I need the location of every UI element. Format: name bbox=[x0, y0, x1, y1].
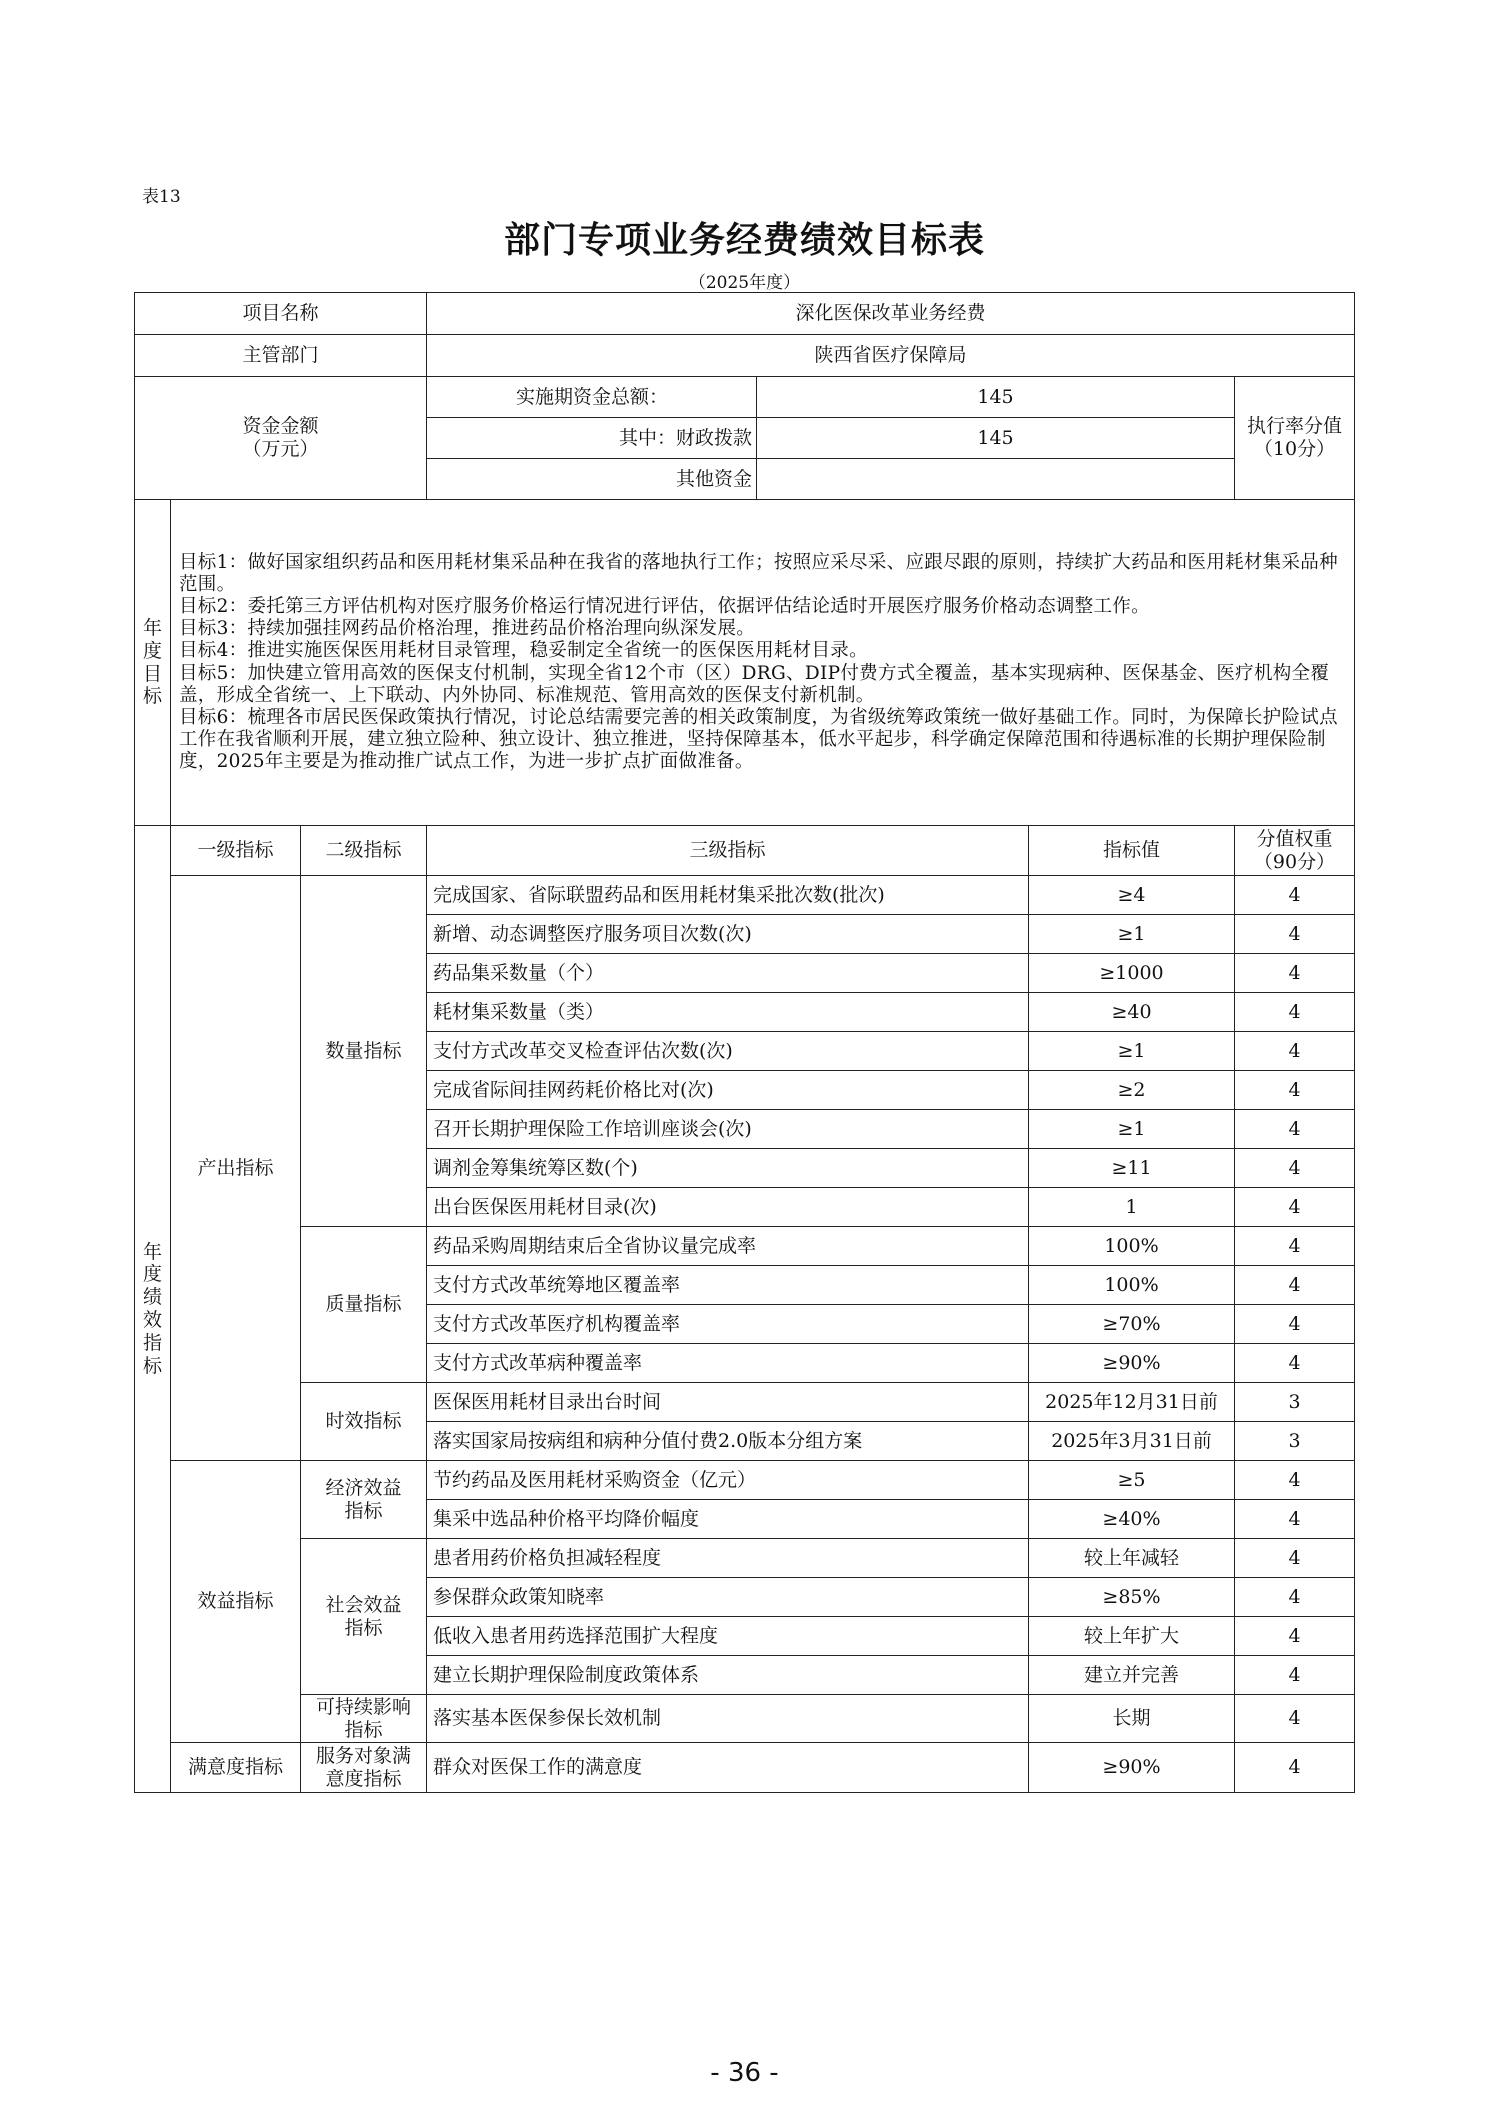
indicator-name: 支付方式改革医疗机构覆盖率 bbox=[427, 1305, 1029, 1344]
table-number: 表13 bbox=[142, 187, 181, 207]
indicator-name: 支付方式改革统筹地区覆盖率 bbox=[427, 1266, 1029, 1305]
goal-item: 目标6：梳理各市居民医保政策执行情况，讨论总结需要完善的相关政策制度，为省级统筹政策统一做好基础工作。同时，为保障长护险试点工作在我省顺利开展，建立独立险种、独立设计、独立推进，坚持保障基本，低水平起步，科学确定保障范围和待遇标准的长期护理保险制度，2025年主要是为推动推广试点工作，为进一步扩点扩面做准备。 bbox=[179, 706, 1338, 773]
indicator-value: ≥5 bbox=[1029, 1461, 1235, 1500]
execution-rate-line1: 执行率分值 bbox=[1247, 415, 1343, 438]
indicator-weight: 4 bbox=[1235, 1617, 1355, 1656]
header-level3: 三级指标 bbox=[427, 826, 1029, 876]
indicator-name: 出台医保医用耗材目录(次) bbox=[427, 1188, 1029, 1227]
fund-amount-label bbox=[135, 377, 427, 500]
page-number: - 36 - bbox=[710, 2058, 779, 2088]
indicator-value: ≥11 bbox=[1029, 1149, 1235, 1188]
fund-amount-label-line1: 资金金额 bbox=[242, 415, 319, 438]
indicator-name: 建立长期护理保险制度政策体系 bbox=[427, 1656, 1029, 1695]
indicator-name: 低收入患者用药选择范围扩大程度 bbox=[427, 1617, 1029, 1656]
indicator-value: ≥1 bbox=[1029, 1110, 1235, 1149]
subgroup-timeliness: 时效指标 bbox=[301, 1383, 427, 1461]
annual-performance-label bbox=[135, 826, 171, 1793]
dept-value: 陕西省医疗保障局 bbox=[427, 335, 1355, 377]
indicator-weight: 4 bbox=[1235, 954, 1355, 993]
indicator-weight: 4 bbox=[1235, 1656, 1355, 1695]
annual-goal-label bbox=[135, 500, 171, 826]
indicator-value: ≥90% bbox=[1029, 1344, 1235, 1383]
indicator-name: 召开长期护理保险工作培训座谈会(次) bbox=[427, 1110, 1029, 1149]
indicator-weight: 3 bbox=[1235, 1422, 1355, 1461]
indicator-name: 群众对医保工作的满意度 bbox=[427, 1743, 1029, 1793]
group-satisfaction: 满意度指标 bbox=[171, 1743, 301, 1793]
indicator-value: 建立并完善 bbox=[1029, 1656, 1235, 1695]
indicator-weight: 4 bbox=[1235, 993, 1355, 1032]
subgroup-social-text: 社会效益指标 bbox=[325, 1593, 402, 1639]
subgroup-service-satisfaction-text: 服务对象满意度指标 bbox=[315, 1744, 411, 1790]
indicator-name: 支付方式改革病种覆盖率 bbox=[427, 1344, 1029, 1383]
execution-rate-label bbox=[1235, 377, 1355, 500]
indicator-value: ≥70% bbox=[1029, 1305, 1235, 1344]
indicator-value: ≥2 bbox=[1029, 1071, 1235, 1110]
indicator-weight: 4 bbox=[1235, 1227, 1355, 1266]
header-indicator-value: 指标值 bbox=[1029, 826, 1235, 876]
indicator-name: 医保医用耗材目录出台时间 bbox=[427, 1383, 1029, 1422]
indicator-value: ≥40 bbox=[1029, 993, 1235, 1032]
header-weight bbox=[1235, 826, 1355, 876]
indicator-name: 落实国家局按病组和病种分值付费2.0版本分组方案 bbox=[427, 1422, 1029, 1461]
goal-item: 目标4：推进实施医保医用耗材目录管理，稳妥制定全省统一的医保医用耗材目录。 bbox=[179, 640, 868, 662]
header-level2: 二级指标 bbox=[301, 826, 427, 876]
indicator-weight: 4 bbox=[1235, 1110, 1355, 1149]
indicator-value: 2025年12月31日前 bbox=[1029, 1383, 1235, 1422]
indicator-weight: 4 bbox=[1235, 1695, 1355, 1743]
subgroup-quantity: 数量指标 bbox=[301, 876, 427, 1227]
indicator-weight: 4 bbox=[1235, 876, 1355, 915]
indicator-value: 长期 bbox=[1029, 1695, 1235, 1743]
fund-amount-label-line2: （万元） bbox=[242, 438, 319, 460]
indicator-weight: 4 bbox=[1235, 1539, 1355, 1578]
indicator-name: 参保群众政策知晓率 bbox=[427, 1578, 1029, 1617]
subgroup-service-satisfaction bbox=[301, 1743, 427, 1793]
subgroup-sustainable-text: 可持续影响指标 bbox=[315, 1695, 411, 1741]
other-fund-value bbox=[757, 459, 1235, 500]
indicator-name: 药品集采数量（个） bbox=[427, 954, 1029, 993]
indicator-weight: 4 bbox=[1235, 1305, 1355, 1344]
annual-performance-label-text: 年度绩效指标 bbox=[142, 1240, 162, 1377]
indicator-value: ≥90% bbox=[1029, 1743, 1235, 1793]
indicator-value: 1 bbox=[1029, 1188, 1235, 1227]
indicator-value: 100% bbox=[1029, 1266, 1235, 1305]
indicator-weight: 4 bbox=[1235, 915, 1355, 954]
subgroup-sustainable bbox=[301, 1695, 427, 1743]
annual-goals bbox=[171, 500, 1355, 826]
page-subtitle: （2025年度） bbox=[688, 273, 801, 293]
other-fund-label: 其他资金 bbox=[427, 459, 757, 500]
indicator-weight: 4 bbox=[1235, 1743, 1355, 1793]
total-fund-label: 实施期资金总额： bbox=[427, 377, 757, 418]
indicator-value: ≥40% bbox=[1029, 1500, 1235, 1539]
indicator-value: ≥85% bbox=[1029, 1578, 1235, 1617]
indicator-name: 完成省际间挂网药耗价格比对(次) bbox=[427, 1071, 1029, 1110]
indicator-weight: 4 bbox=[1235, 1461, 1355, 1500]
indicator-value: ≥1 bbox=[1029, 1032, 1235, 1071]
total-fund-value: 145 bbox=[757, 377, 1235, 418]
subgroup-social bbox=[301, 1539, 427, 1695]
indicator-value: ≥1000 bbox=[1029, 954, 1235, 993]
indicator-value: ≥4 bbox=[1029, 876, 1235, 915]
indicator-weight: 4 bbox=[1235, 1578, 1355, 1617]
indicator-name: 调剂金筹集统筹区数(个) bbox=[427, 1149, 1029, 1188]
indicator-weight: 4 bbox=[1235, 1344, 1355, 1383]
indicator-weight: 4 bbox=[1235, 1500, 1355, 1539]
indicator-name: 药品采购周期结束后全省协议量完成率 bbox=[427, 1227, 1029, 1266]
goal-item: 目标2：委托第三方评估机构对医疗服务价格运行情况进行评估，依据评估结论适时开展医疗服务价格动态调整工作。 bbox=[179, 595, 1150, 617]
indicator-name: 新增、动态调整医疗服务项目次数(次) bbox=[427, 915, 1029, 954]
header-level1: 一级指标 bbox=[171, 826, 301, 876]
indicator-name: 落实基本医保参保长效机制 bbox=[427, 1695, 1029, 1743]
goal-item: 目标3：持续加强挂网药品价格治理，推进药品价格治理向纵深发展。 bbox=[179, 618, 756, 640]
goal-item: 目标1：做好国家组织药品和医用耗材集采品种在我省的落地执行工作；按照应采尽采、应跟尽跟的原则，持续扩大药品和医用耗材集采品种范围。 bbox=[179, 551, 1338, 595]
dept-label: 主管部门 bbox=[135, 335, 427, 377]
indicator-name: 集采中选品种价格平均降价幅度 bbox=[427, 1500, 1029, 1539]
subgroup-quality: 质量指标 bbox=[301, 1227, 427, 1383]
annual-goal-label-text: 年度目标 bbox=[142, 616, 162, 708]
indicator-weight: 4 bbox=[1235, 1266, 1355, 1305]
page-title: 部门专项业务经费绩效目标表 bbox=[503, 220, 985, 261]
indicator-value: ≥1 bbox=[1029, 915, 1235, 954]
subgroup-economic bbox=[301, 1461, 427, 1539]
execution-rate-line2: （10分） bbox=[1253, 438, 1336, 460]
indicator-name: 节约药品及医用耗材采购资金（亿元） bbox=[427, 1461, 1029, 1500]
indicator-weight: 4 bbox=[1235, 1188, 1355, 1227]
indicator-weight: 4 bbox=[1235, 1149, 1355, 1188]
goal-item: 目标5：加快建立管用高效的医保支付机制，实现全省12个市（区）DRG、DIP付费方式全覆盖，基本实现病种、医保基金、医疗机构全覆盖，形成全省统一、上下联动、内外协同、标准规范、管用高效的医保支付新机制。 bbox=[179, 662, 1330, 706]
indicator-value: 较上年减轻 bbox=[1029, 1539, 1235, 1578]
indicator-weight: 4 bbox=[1235, 1032, 1355, 1071]
performance-table bbox=[134, 292, 1355, 1793]
indicator-name: 患者用药价格负担减轻程度 bbox=[427, 1539, 1029, 1578]
fiscal-fund-value: 145 bbox=[757, 418, 1235, 459]
indicator-value: 2025年3月31日前 bbox=[1029, 1422, 1235, 1461]
subgroup-economic-text: 经济效益指标 bbox=[325, 1476, 402, 1522]
header-weight-line1: 分值权重 bbox=[1256, 827, 1333, 850]
indicator-name: 完成国家、省际联盟药品和医用耗材集采批次数(批次) bbox=[427, 876, 1029, 915]
indicator-value: 较上年扩大 bbox=[1029, 1617, 1235, 1656]
indicator-weight: 3 bbox=[1235, 1383, 1355, 1422]
project-name-value: 深化医保改革业务经费 bbox=[427, 293, 1355, 335]
group-benefit: 效益指标 bbox=[171, 1461, 301, 1743]
indicator-name: 耗材集采数量（类） bbox=[427, 993, 1029, 1032]
indicator-value: 100% bbox=[1029, 1227, 1235, 1266]
group-output: 产出指标 bbox=[171, 876, 301, 1461]
indicator-name: 支付方式改革交叉检查评估次数(次) bbox=[427, 1032, 1029, 1071]
project-name-label: 项目名称 bbox=[135, 293, 427, 335]
indicator-weight: 4 bbox=[1235, 1071, 1355, 1110]
fiscal-fund-label: 其中：财政拨款 bbox=[427, 418, 757, 459]
header-weight-line2: （90分） bbox=[1253, 850, 1336, 873]
